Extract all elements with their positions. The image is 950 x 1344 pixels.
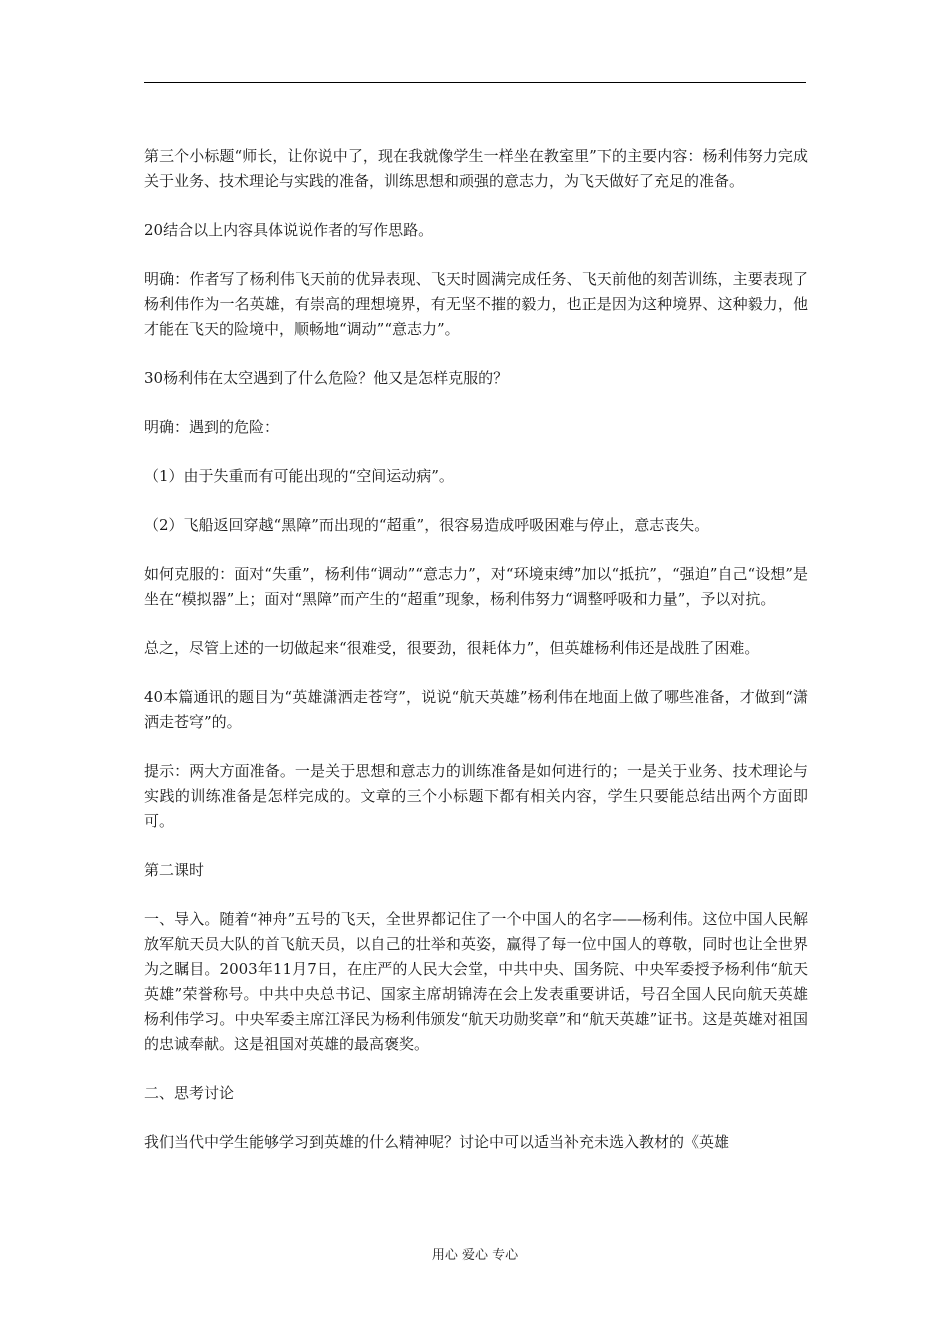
section-heading-second-lesson: 第二课时 (144, 861, 205, 879)
answer-3-overcome: 如何克服的：面对“失重”，杨利伟“调动”“意志力”，对“环境束缚”加以“抵抗”，“强迫”自己“设想”是坐在“模拟器”上；面对“黑障”而产生的“超重”现象，杨利伟努力“调整呼吸和力量”，予以对抗。 (144, 565, 808, 608)
question-2: 20结合以上内容具体说说作者的写作思路。 (144, 221, 434, 239)
header-rule (144, 82, 806, 83)
answer-3-intro: 明确：遇到的危险： (144, 418, 280, 436)
paragraph-discussion: 我们当代中学生能够学习到英雄的什么精神呢？讨论中可以适当补充未选入教材的《英雄 (144, 1133, 730, 1151)
danger-item-2: （2）飞船返回穿越“黑障”而出现的“超重”，很容易造成呼吸困难与停止，意志丧失。 (144, 516, 710, 534)
danger-item-1: （1）由于失重而有可能出现的“空间运动病”。 (144, 467, 454, 485)
paragraph-introduction: 一、导入。随着“神舟”五号的飞天，全世界都记住了一个中国人的名字——杨利伟。这位中国人民解放军航天员大队的首飞航天员，以自己的壮举和英姿，赢得了每一位中国人的尊敬，同时也让全世界为之瞩目。2003年11月7日，在庄严的人民大会堂，中共中央、国务院、中央军委授予杨利伟“航天英雄”荣誉称号。中共中央总书记、国家主席胡锦涛在会上发表重要讲话，号召全国人民向航天英雄杨利伟学习。中央军委主席江泽民为杨利伟颁发“航天功勋奖章”和“航天英雄”证书。这是英雄对祖国的忠诚奉献。这是祖国对英雄的最高褒奖。 (144, 910, 808, 1053)
page-footer: 用心 爱心 专心 (431, 1248, 519, 1263)
paragraph-subtitle-three: 第三个小标题“师长，让你说中了，现在我就像学生一样坐在教室里”下的主要内容：杨利伟努力完成关于业务、技术理论与实践的准备，训练思想和顽强的意志力，为飞天做好了充足的准备。 (144, 147, 808, 190)
question-4: 40本篇通讯的题目为“英雄潇洒走苍穹”，说说“航天英雄”杨利伟在地面上做了哪些准备，才做到“潇洒走苍穹”的。 (144, 688, 808, 731)
answer-4-hint: 提示：两大方面准备。一是关于思想和意志力的训练准备是如何进行的；一是关于业务、技术理论与实践的训练准备是怎样完成的。文章的三个小标题下都有相关内容，学生只要能总结出两个方面即可。 (144, 762, 808, 830)
document-body (144, 144, 808, 1155)
answer-3-summary: 总之，尽管上述的一切做起来“很难受，很要劲，很耗体力”，但英雄杨利伟还是战胜了困难。 (144, 639, 760, 657)
section-heading-discussion: 二、思考讨论 (144, 1084, 235, 1102)
answer-2: 明确：作者写了杨利伟飞天前的优异表现、飞天时圆满完成任务、飞天前他的刻苦训练，主要表现了杨利伟作为一名英雄，有崇高的理想境界，有无坚不摧的毅力，也正是因为这种境界、这种毅力，他才能在飞天的险境中，顺畅地“调动”“意志力”。 (144, 270, 808, 338)
question-3: 30杨利伟在太空遇到了什么危险？他又是怎样克服的？ (144, 369, 509, 387)
